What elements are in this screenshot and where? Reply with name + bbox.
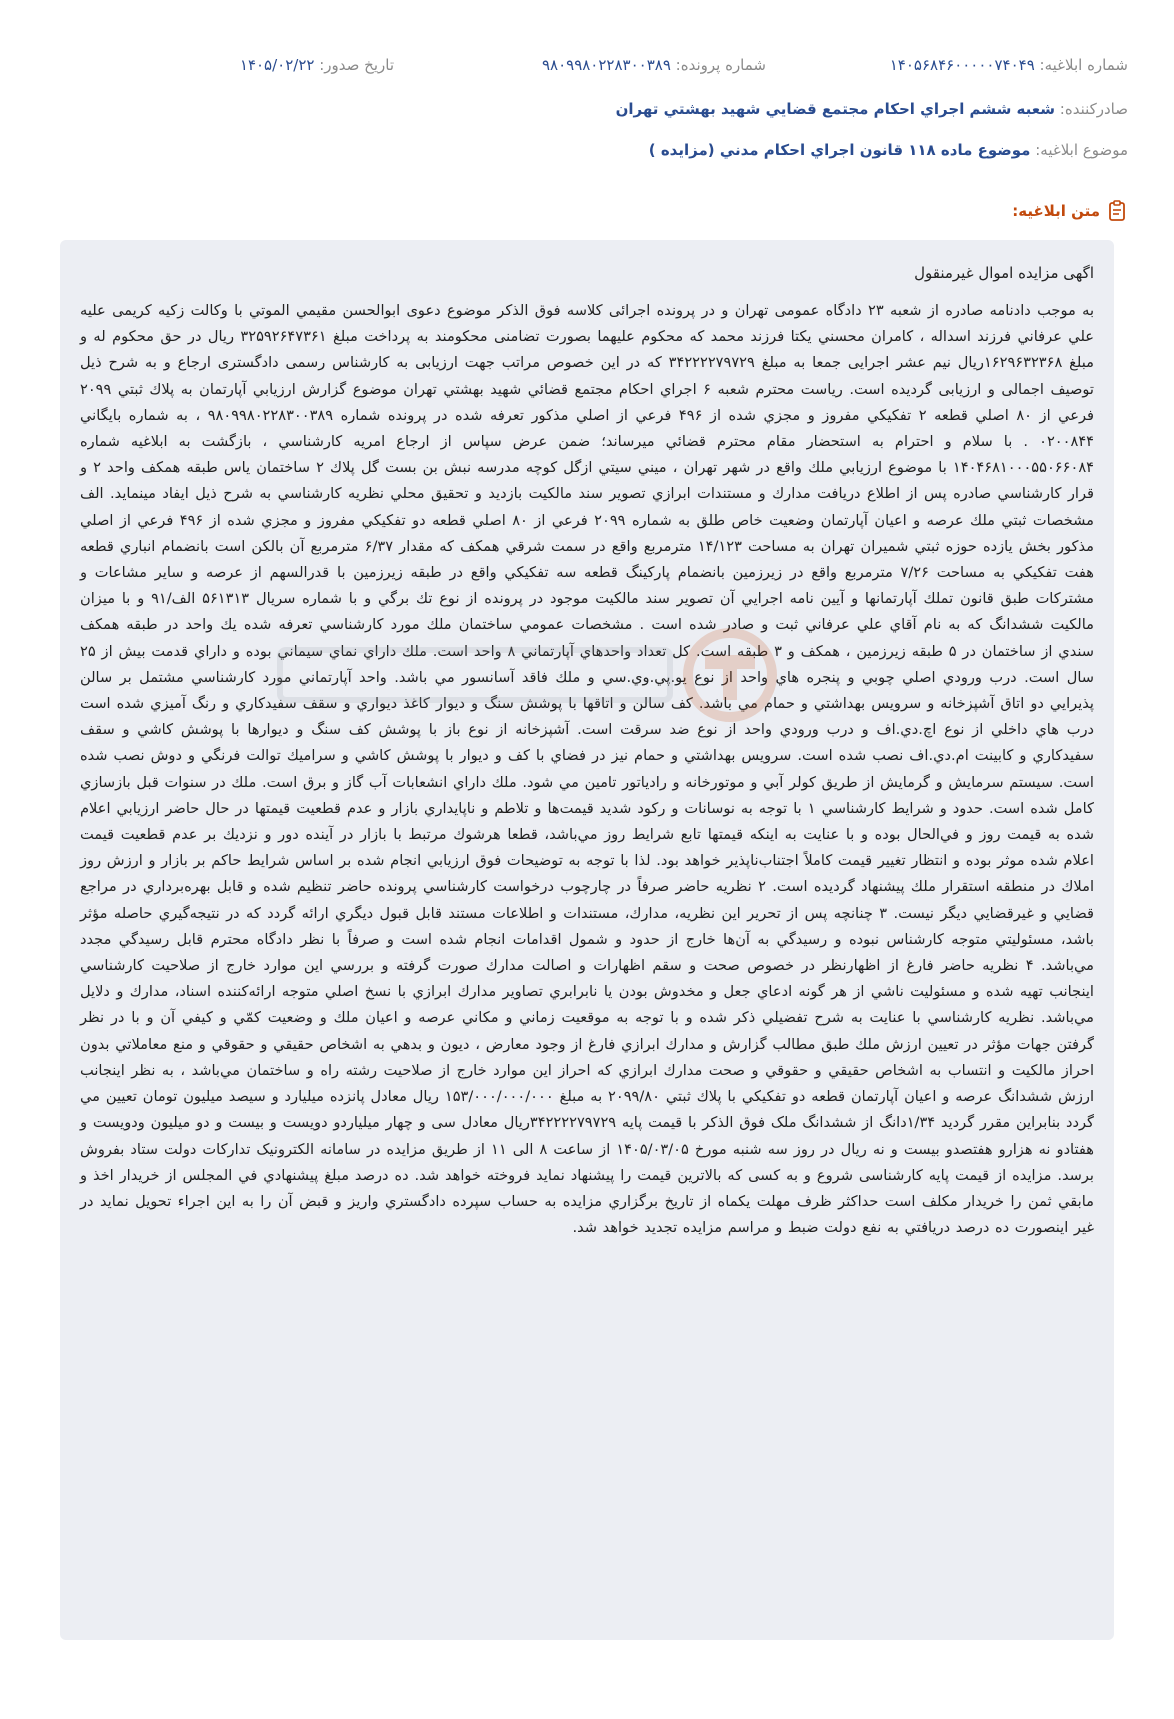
subject-row (46, 141, 1128, 159)
notice-text-box (60, 240, 1114, 1640)
issue-date-label: تاريخ صدور: (319, 56, 394, 74)
case-number-value: ۹۸۰۹۹۸۰۲۲۸۳۰۰۳۸۹ (541, 56, 671, 74)
notice-heading: اگهی مزايده اموال غيرمنقول (914, 264, 1094, 282)
notice-number-label: شماره ابلاغيه: (1039, 56, 1128, 74)
issuer-row (46, 100, 1128, 118)
header-meta-row (46, 56, 1128, 80)
subject-value: موضوع ماده ۱۱۸ قانون اجراي احکام مدني (مزايده ) (648, 141, 1031, 159)
case-number-label: شماره پرونده: (675, 56, 766, 74)
case-number (542, 56, 766, 74)
document-text-icon (1108, 200, 1128, 222)
issue-date (240, 56, 394, 74)
notice-number (890, 56, 1128, 74)
notice-body: به موجب دادنامه صادره از شعبه ۲۳ دادگاه عمومی تهران و در پرونده اجرائی کلاسه فوق الذکر موضوع دعوی ابوالحسن مقيمي الموتي با وکالت زکيه کريمی عليه علي عرفاني فرزند اسداله ، کامران محسني يکتا فرزند محمد که محکوم عليهما بصورت تضامنی محکومند به پرداخت مبلغ ۳۲۵۹۲۶۴۷۳۶۱ ريال در حق محکوم له و مبلغ ۱۶۲۹۶۳۲۳۶۸ريال نيم عشر اجرايی جمعا به مبلغ ۳۴۲۲۲۲۷۹۷۲۹ که در اين خصوص مراتب جهت ارزيابی به کارشناس رسمی دادگستری ارجاع و به شرح ذيل توصيف اجمالی و ارزيابی گرديده است. رياست محترم شعبه ۶ اجراي احکام مجتمع قضائي شهيد بهشتي تهران موضوع گزارش ارزيابي آپارتمان به پلاك ثبتي ۲۰۹۹ فرعي از ۸۰ اصلي قطعه ۲ تفكيكي مفروز و مجزي شده از ۴۹۶ فرعي از اصلي مذكور تعرفه شده در پرونده شماره ۹۸۰۹۹۸۰۲۲۸۳۰۰۳۸۹ ، به شماره بايگاني ۰۲۰۰۸۴۴ . با سلام و احترام به استحضار مقام محترم قضائي ميرساند؛ ضمن عرض سپاس از ارجاع امريه كارشناسي ، بازگشت به ابلاغيه شماره ۱۴۰۴۶۸۱۰۰۰۵۵۰۶۶۰۸۴ با موضوع ارزيابي ملك واقع در شهر تهران ، ميني سيتي ازگل كوچه مدرسه نبش بن بست گل پلاك ۲ ساختمان ياس طبقه همكف واحد ۲ و قرار كارشناسي صادره پس از اطلاع دريافت مدارك و مستندات ابرازي تصوير سند مالكيت بازديد و تحقيق محلي نظريه كارشناسي به شرح ذيل ايفاد مينمايد. الف مشخصات ثبتي ملك عرصه و اعيان آپارتمان وضعيت خاص طلق به شماره ۲۰۹۹ فرعي از ۸۰ اصلي قطعه دو تفكيكي مفروز و مجزي شده از ۴۹۶ فرعي از اصلي مذكور بخش يازده حوزه ثبتي شميران تهران به مساحت ۱۴/۱۲۳ مترمربع واقع در سمت شرقي همكف كه مقدار ۶/۳۷ مترمربع آن بالكن است بانضمام انباري قطعه هفت تفكيكي به مساحت ۷/۲۶ مترمربع واقع در زيرزمين بانضمام پاركينگ قطعه سه تفكيكي واقع در طبقه زيرزمين با قدرالسهم از عرصه و ساير مشاعات و مشتركات طبق قانون تملك آپارتمانها و آيين نامه اجرايي آن تصوير سند مالكيت موجود در پرونده از نوع تك برگي و با شماره سريال ۵۶۱۳۱۳ الف/۹۱ و با ميزان مالكيت ششدانگ كه به نام آقاي علي عرفاني ثبت و صادر شده است . مشخصات عمومي ساختمان ملك مورد كارشناسي تعرفه شده يك واحد در طبقه همكف سندي از ساختمان در ۵ طبقه زيرزمين ، همكف و ۳ طبقه است. كل تعداد واحدهاي آپارتماني ۸ واحد است. ملك داراي نماي سيماني بوده و داراي قدمت بيش از ۲۵ سال است. درب ورودي اصلي چوبي و پنجره هاي واحد از نوع يو.پي.وي.سي و ملك فاقد آسانسور مي باشد. واحد آپارتماني مورد كارشناسي مشتمل بر سالن پذيرايي دو اتاق آشپزخانه و سرويس بهداشتي و حمام مي باشد. كف سالن و اتاقها با پوشش سنگ و ديوار كاغذ ديواري و سقف سفيدكاري و رنگ آميزي شده است درب هاي داخلي از نوع اچ.دي.اف و درب ورودي واحد از نوع ضد سرقت است. آشپزخانه از نوع باز با پوشش كف سنگ و ديوارها با پوشش كاشي و سقف سفيدكاري و كابينت ام.دي.اف نصب شده است. سرويس بهداشتي و حمام نيز در فضاي با كف و ديوار با پوشش كاشي و سراميك توالت فرنگي و دوش نصب شده است. سيستم سرمايش و گرمايش از طريق كولر آبي و موتورخانه و رادياتور تامين مي شود. ملك داراي انشعابات آب گاز و برق است. ملك در سنوات قبل بازسازي كامل شده است. حدود و شرايط كارشناسي ۱ با توجه به نوسانات و ركود شديد قيمت‌ها و تلاطم و ناپايداري بازار و عدم قطعيت قيمتها در حال حاضر ارزيابي اعلام شده به قيمت روز و في‌الحال بوده و با عنايت به اينكه قيمتها تابع شرايط روز مي‌باشد، قطعا هرشوك مرتبط با بازار در آينده دور و نزديك بر عدم قطعيت قيمت اعلام شده موثر بوده و انتظار تغيير قيمت كاملاً اجتناب‌ناپذير خواهد بود. لذا با توجه به توضيحات فوق ارزيابي انجام شده بر اساس شرايط حاكم بر بازار و ارزش روز املاك در منطقه استقرار ملك پيشنهاد گرديده است. ۲ نظريه حاضر صرفاً در چارچوب درخواست كارشناسي پرونده حاضر تنظيم شده و قابل بهره‌برداري در مراجع قضايي و غيرقضايي ديگر نيست. ۳ چنانچه پس از تحرير اين نظريه، مدارك، مستندات و اطلاعات مستند قابل قبول ديگري ارائه گردد كه در نتيجه‌گيري حاصله مؤثر باشد، مسئوليتي متوجه كارشناس نبوده و رسيدگي به آن‌ها خارج از حدود و شمول اقدامات انجام شده است و صرفاً با نظر دادگاه محترم قابل رسيدگي مجدد مي‌باشد. ۴ نظريه حاضر فارغ از اظهارنظر در خصوص صحت و سقم اظهارات و اصالت مدارك صورت گرفته و بررسي اين موارد خارج از صلاحيت كارشناسي اينجانب تهيه شده و مسئوليت ناشي از هر گونه ادعاي جعل و مخدوش بودن يا نابرابري تصاوير مدارك ابرازي با نسخ اصلي متوجه ارائه‌كننده اسناد، مدارك و دلايل مي‌باشد. نظريه كارشناسي با عنايت به شرح تفضيلي ذكر شده و با توجه به موقعيت زماني و مكاني عرصه و اعيان ملك و وضعيت كمّي و كيفي آن و با در نظر گرفتن جهات مؤثر در تعيين ارزش ملك طبق مطالب گزارش و مدارك ابرازي فارغ از وجود معارض ، ديون و بدهي به اشخاص حقيقي و حقوقي و منع معاملاتي بدون احراز مالكيت و انتساب به اشخاص حقيقي و حقوقي و صحت مدارك ابرازي كه احراز اين موارد خارج از صلاحيت رشته راه و ساختمان مي‌باشد ، به نظر اينجانب ارزش ششدانگ عرصه و اعيان آپارتمان قطعه دو تفكيكي با پلاك ثبتي ۲۰۹۹/۸۰ به مبلغ ۱۵۳/۰۰۰/۰۰۰/۰۰۰ ريال معادل پانزده ميليارد و سيصد ميليون تومان تعيين مي گردد بنابراين مقرر گرديد ۱/۳۴دانگ از ششدانگ ملک فوق الذکر با قيمت پايه ۳۴۲۲۲۲۷۹۷۲۹ريال معادل سی و چهار ميلياردو دويست و بيست و دو ميليون ودويست و هفتادو نه هزارو هفتصدو بيست و نه ريال در روز سه شنبه مورخ ۱۴۰۵/۰۳/۰۵ از ساعت ۸ الی ۱۱ از طريق مزايده در سامانه الکترونيک تدارکات دولت ستاد بفروش برسد. مزايده از قيمت پايه کارشناسی شروع و به کسی که بالاترين قيمت را پيشنهاد نمايد فروخته خواهد شد. ده درصد مبلغ پيشنهادي في المجلس از خريدار اخذ و مابقي ثمن را خريدار مکلف است حداکثر ظرف مهلت يکماه از تاريخ برگزاري مزايده به حساب سپرده دادگستري واريز و قبض آن را به اين اجراء تحويل نمايد در غير اينصورت ده درصد دريافتي به نفع دولت ضبط و مراسم مزايده تجديد خواهد شد. (80, 302, 1095, 1237)
subject-label: موضوع ابلاغيه: (1035, 141, 1128, 159)
notice-number-value: ۱۴۰۵۶۸۴۶۰۰۰۰۰۷۴۰۴۹ (889, 56, 1035, 74)
issuer-value: شعبه ششم اجراي احکام مجتمع قضايي شهيد بهشتي تهران (615, 100, 1055, 118)
issuer-label: صادرکننده: (1059, 100, 1128, 118)
notice-text-title-label: متن ابلاغيه: (1012, 202, 1100, 220)
issue-date-value: ۱۴۰۵/۰۲/۲۲ (239, 56, 315, 74)
notice-text-title (1012, 200, 1128, 222)
